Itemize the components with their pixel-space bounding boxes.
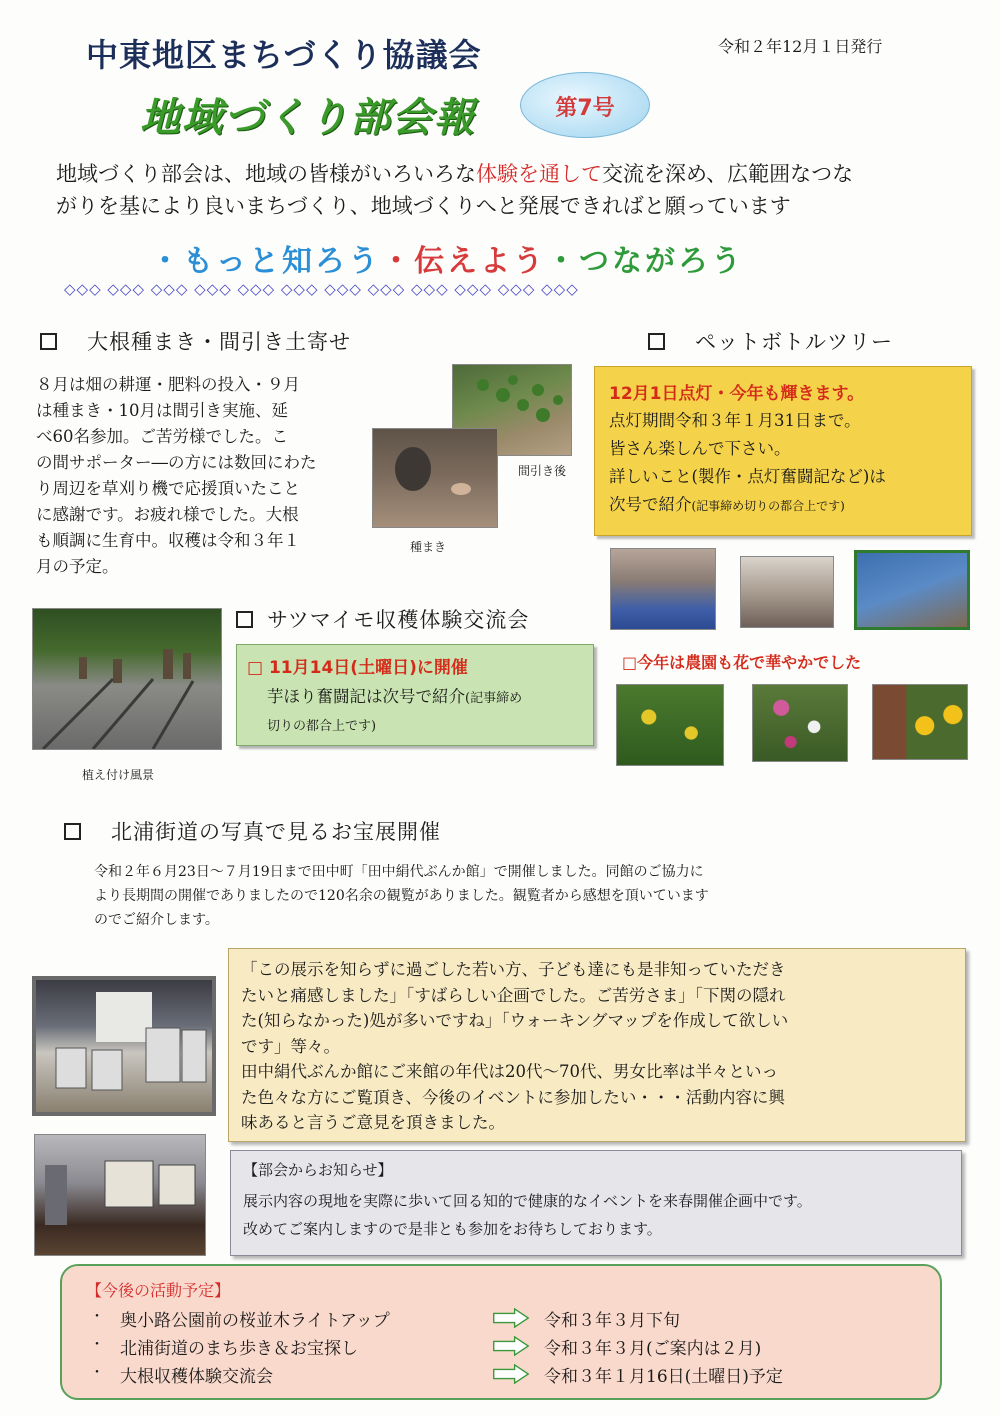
quote-line: 田中絹代ぶんか館にご来館の年代は20代～70代、男女比率は半々といっ [241, 1062, 778, 1081]
imo-title [236, 604, 529, 634]
flowers-caption: □今年は農園も花で華やかでした [622, 653, 862, 672]
daikon-title [40, 326, 351, 356]
issue-date: 令和２年12月１日発行 [718, 37, 883, 56]
quote-line: です」等々。 [241, 1036, 340, 1056]
daikon-line: は種まき・10月は間引き実施、延 [36, 401, 288, 420]
quote-line: た(知らなかった)処が多いですね」「ウォーキングマップを作成して欲しい [241, 1011, 789, 1030]
exhibit-body [94, 860, 709, 932]
pet-tree-line: 皆さん楽しんで下さい。 [609, 439, 791, 458]
caption-planting: 植え付け風景 [82, 768, 155, 782]
photo-workshop-3 [854, 550, 970, 630]
exhibit-line: 令和２年６月23日～７月19日まで田中町「田中絹代ぶんか館」で開催しました。同館のご協力に [94, 864, 704, 880]
intro-line1-pre: 地域づくり部会は、地域の皆様がいろいろな [56, 162, 476, 186]
issue-number: 第7号 [555, 96, 615, 121]
daikon-body [36, 372, 376, 580]
issue-badge [520, 72, 650, 138]
exhibit-title [64, 816, 441, 846]
schedule-box [60, 1264, 942, 1400]
slogan-part2: ・伝えよう [381, 244, 546, 279]
arrow-right-icon [492, 1364, 530, 1384]
slogan-ornament: ◇◇◇ ◇◇◇ ◇◇◇ ◇◇◇ ◇◇◇ ◇◇◇ ◇◇◇ ◇◇◇ ◇◇◇ ◇◇◇ ◇◇◇ ◇◇◇ [64, 280, 579, 298]
daikon-line: り周辺を草刈り機で応援頂いたこと [36, 479, 300, 498]
photo-workshop-2 [740, 556, 834, 628]
arrow-right-icon [492, 1308, 530, 1328]
pet-tree-title [648, 326, 893, 356]
slogan-part3: ・つながろう [546, 244, 744, 279]
schedule-item-name: 北浦街道のまち歩き＆お宝探し [120, 1339, 358, 1359]
pet-tree-body [609, 407, 886, 520]
notice-line: 改めてご案内しますので是非とも参加をお待ちしております。 [243, 1220, 662, 1238]
imo-headline: □ 11月14日(土曜日)に開催 [247, 658, 468, 678]
pet-tree-last-line: 次号で紹介 [609, 495, 692, 514]
imo-line1-text: 芋ほり奮闘記は次号で紹介 [267, 687, 465, 706]
daikon-title-text: 大根種まき・間引き土寄せ [87, 330, 351, 354]
bullet-icon: ・ [90, 1337, 104, 1353]
caption-thinning-after: 間引き後 [518, 464, 567, 478]
checkbox-icon [236, 611, 253, 628]
bullet-icon: ・ [90, 1309, 104, 1325]
notice-line: 展示内容の現地を実際に歩いて回る知的で健康的なイベントを来春開催企画中です。 [243, 1192, 812, 1210]
exhibit-title-text: 北浦街道の写真で見るお宝展開催 [111, 820, 441, 844]
notice-body [243, 1187, 812, 1243]
imo-line2: 切りの都合上です) [267, 719, 377, 734]
imo-line1-note: (記事締め [465, 691, 523, 706]
checkbox-icon [648, 333, 665, 350]
quote-box [228, 948, 966, 1142]
schedule-item-name: 奥小路公園前の桜並木ライトアップ [120, 1311, 390, 1331]
photo-workshop-1 [610, 548, 716, 630]
intro-text [56, 158, 956, 222]
photo-sowing [372, 428, 498, 528]
photo-flowers-3 [872, 684, 968, 760]
intro-line2: がりを基により良いまちづくり、地域づくりへと発展できればと願っています [56, 194, 791, 218]
photo-planting [32, 608, 222, 750]
schedule-item-when: 令和３年３月下旬 [544, 1311, 680, 1331]
quote-line: 味あると言うご意見を頂きました。 [241, 1113, 505, 1132]
schedule-item [90, 1334, 920, 1362]
slogan [150, 236, 744, 280]
schedule-item-when: 令和３年３月(ご案内は２月) [544, 1339, 762, 1359]
bullet-icon: ・ [90, 1365, 104, 1381]
exhibit-panels-graphic [36, 980, 212, 1112]
notice-title: 【部会からお知らせ】 [243, 1161, 393, 1179]
schedule-list [90, 1306, 920, 1390]
schedule-title: 【今後の活動予定】 [86, 1281, 231, 1300]
arrow-right-icon [492, 1336, 530, 1356]
exhibit-line: より長期間の開催でありましたので120名余の観覧がありました。観覧者から感想を頂いています [94, 888, 709, 904]
daikon-line: ８月は畑の耕運・肥料の投入・９月 [36, 375, 300, 394]
photo-exhibit-hall-2 [34, 1134, 206, 1256]
photo-flowers-1 [616, 684, 724, 766]
imo-title-text: サツマイモ収穫体験交流会 [267, 608, 530, 632]
quote-body [241, 957, 788, 1136]
checkbox-icon [40, 333, 57, 350]
quote-line: 「この展示を知らずに過ごした若い方、子ども達にも是非知っていただき [241, 960, 786, 979]
pet-tree-note: (記事締め切りの都合上です) [691, 499, 845, 513]
schedule-item [90, 1306, 920, 1334]
quote-line: たいと痛感しました」「すばらしい企画でした。ご苦労さま」「下関の隠れ [241, 985, 786, 1005]
imo-line1 [267, 683, 522, 707]
pet-tree-title-text: ペットボトルツリー [695, 330, 893, 354]
slogan-part1: ・もっと知ろう [150, 244, 381, 279]
org-name: 中東地区まちづくり協議会 [86, 36, 482, 74]
daikon-line: も順調に生育中。収穫は令和３年１ [36, 531, 300, 550]
intro-line1-post: 交流を深め、広範囲なつな [602, 162, 854, 186]
exhibit-room-graphic [35, 1135, 205, 1255]
pet-tree-headline: 12月1日点灯・今年も輝きます。 [609, 384, 865, 404]
checkbox-icon [64, 823, 81, 840]
schedule-item-when: 令和３年１月16日(土曜日)予定 [544, 1367, 783, 1387]
imo-box [236, 644, 594, 746]
daikon-line: に感謝です。お疲れ様でした。大根 [36, 505, 299, 524]
schedule-item [90, 1362, 920, 1390]
pet-tree-line: 点灯期間令和３年１月31日まで。 [609, 411, 861, 430]
schedule-item-name: 大根収穫体験交流会 [120, 1367, 273, 1387]
photo-exhibit-hall-1 [32, 976, 216, 1116]
daikon-line: べ60名参加。ご苦労様でした。こ [36, 427, 288, 446]
page-title: 地域づくり部会報 [140, 95, 476, 141]
notice-box [230, 1150, 962, 1256]
daikon-line: 月の予定。 [36, 557, 119, 576]
photo-flowers-2 [752, 684, 848, 762]
quote-line: た色々な方にご覧頂き、今後のイベントに参加したい・・・活動内容に興 [241, 1087, 785, 1107]
exhibit-line: のでご紹介します。 [94, 912, 219, 928]
daikon-line: の間サポーター―の方には数回にわた [36, 453, 317, 472]
field-graphic [33, 609, 221, 749]
intro-highlight: 体験を通して [476, 162, 602, 186]
caption-sowing: 種まき [410, 540, 447, 554]
pet-tree-line: 詳しいこと(製作・点灯奮闘記など)は [609, 467, 886, 486]
worker-graphic [373, 429, 497, 527]
pet-tree-box [594, 366, 972, 536]
